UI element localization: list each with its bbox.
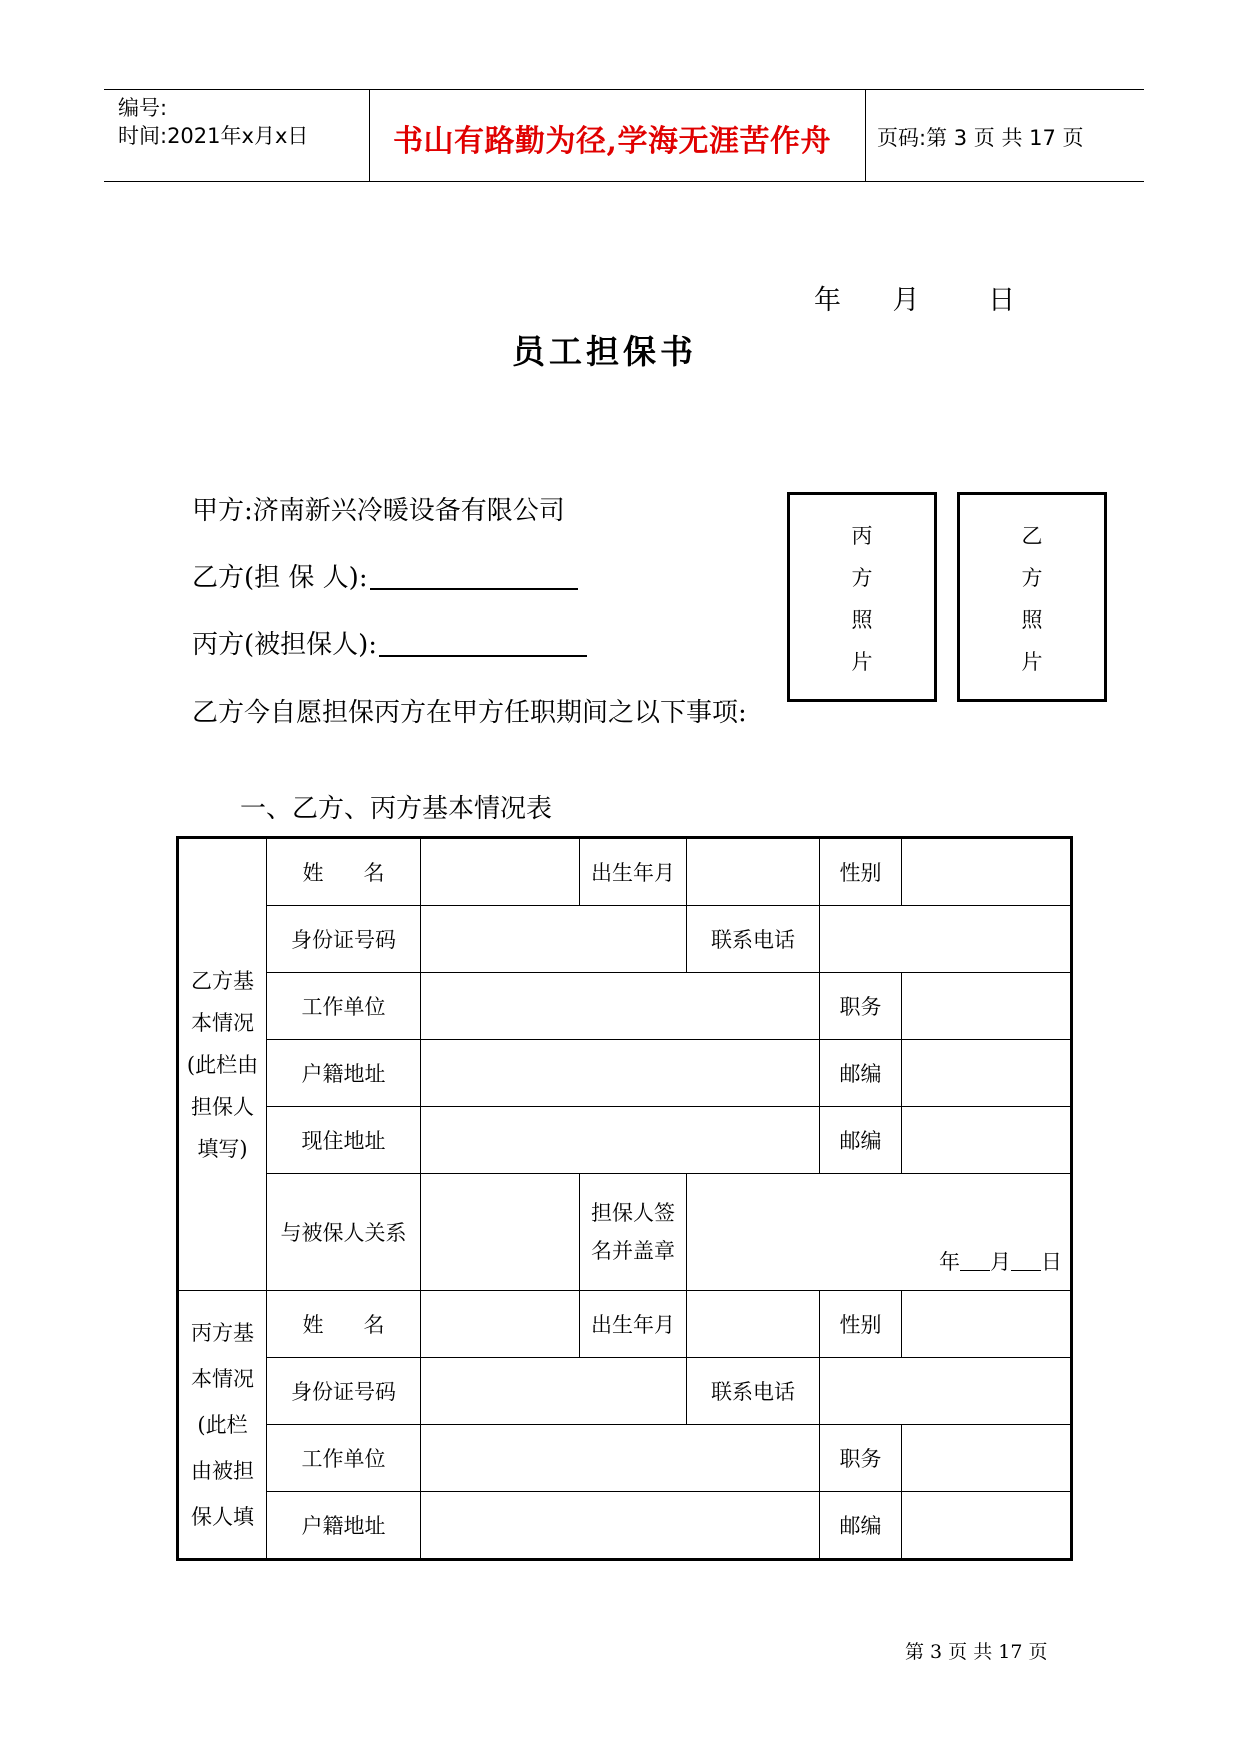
photo-char: 片 — [1021, 650, 1043, 674]
side-line: 填写) — [197, 1136, 248, 1161]
date-line: 年 月 日 — [814, 285, 1016, 316]
photo-char: 照 — [1021, 608, 1043, 632]
header-motto: 书山有路勤为径,学海无涯苦作舟 — [393, 124, 831, 159]
side-line: 丙方基 — [191, 1320, 254, 1345]
signature-field[interactable] — [687, 1174, 1072, 1291]
side-line: 本情况 — [191, 1010, 254, 1035]
party-b-employer-field[interactable] — [421, 973, 820, 1040]
party-b-birth-field[interactable] — [687, 838, 820, 906]
photo-char: 照 — [851, 608, 873, 632]
name-label: 姓 名 — [267, 838, 421, 906]
basic-info-table — [176, 836, 1073, 1561]
party-b-hukou-postcode-field[interactable] — [902, 1040, 1072, 1107]
table-row — [178, 973, 1072, 1040]
postcode-label: 邮编 — [820, 1040, 902, 1107]
party-c-hukou-postcode-field[interactable] — [902, 1492, 1072, 1560]
party-c-birth-field[interactable] — [687, 1291, 820, 1358]
header-right — [865, 90, 1144, 181]
sig-day-blank[interactable] — [1011, 1252, 1041, 1271]
party-c-photo-label — [790, 515, 934, 683]
party-c-label: 丙方(被担保人): — [192, 630, 378, 660]
party-c-id-field[interactable] — [421, 1358, 687, 1425]
party-c-name-field[interactable] — [421, 1291, 580, 1358]
party-b-blank[interactable] — [370, 562, 578, 590]
name-label: 姓 名 — [267, 1291, 421, 1358]
photo-char: 乙 — [1021, 524, 1043, 548]
employer-label: 工作单位 — [267, 973, 421, 1040]
current-address-label: 现住地址 — [267, 1107, 421, 1174]
party-b-name-field[interactable] — [421, 838, 580, 906]
party-c-section-label — [178, 1291, 267, 1560]
section-title: 一、乙方、丙方基本情况表 — [240, 794, 553, 824]
party-b-relation-field[interactable] — [421, 1174, 580, 1291]
table-row — [178, 1291, 1072, 1358]
party-b-current-postcode-field[interactable] — [902, 1107, 1072, 1174]
party-c-phone-field[interactable] — [820, 1358, 1072, 1425]
table-row — [178, 838, 1072, 906]
party-b-id-field[interactable] — [421, 906, 687, 973]
table-row — [178, 906, 1072, 973]
side-line: 保人填 — [191, 1504, 254, 1529]
party-b-current-address-field[interactable] — [421, 1107, 820, 1174]
birth-label: 出生年月 — [580, 838, 687, 906]
position-label: 职务 — [820, 973, 902, 1040]
table-row — [178, 1040, 1072, 1107]
photo-char: 方 — [1021, 566, 1043, 590]
sig-day-label: 日 — [1041, 1250, 1062, 1274]
page-footer: 第 3 页 共 17 页 — [905, 1641, 1048, 1663]
party-c-gender-field[interactable] — [902, 1291, 1072, 1358]
postcode-label: 邮编 — [820, 1492, 902, 1560]
party-a-line: 甲方:济南新兴冷暖设备有限公司 — [192, 496, 565, 526]
employer-label: 工作单位 — [267, 1425, 421, 1492]
position-label: 职务 — [820, 1425, 902, 1492]
party-c-photo-box[interactable] — [787, 492, 937, 702]
table-row — [178, 1107, 1072, 1174]
signature-label-line: 担保人签 — [591, 1201, 675, 1225]
party-b-position-field[interactable] — [902, 973, 1072, 1040]
table-row — [178, 1425, 1072, 1492]
document-title — [0, 326, 1241, 373]
table-row — [178, 1492, 1072, 1560]
party-c-employer-field[interactable] — [421, 1425, 820, 1492]
table-row — [178, 1358, 1072, 1425]
signature-label-line: 名并盖章 — [591, 1239, 675, 1263]
header-page-info: 页码:第 3 页 共 17 页 — [877, 126, 1084, 150]
photo-char: 丙 — [851, 524, 873, 548]
party-b-line — [192, 557, 578, 594]
page-header — [104, 89, 1144, 182]
table-row — [178, 1174, 1072, 1291]
side-line: 本情况 — [191, 1366, 254, 1391]
party-b-photo-label — [960, 515, 1104, 683]
side-line: 担保人 — [191, 1094, 254, 1119]
header-left — [104, 90, 370, 181]
phone-label: 联系电话 — [687, 906, 820, 973]
party-c-position-field[interactable] — [902, 1425, 1072, 1492]
relation-label: 与被保人关系 — [267, 1174, 421, 1291]
document-title-text: 员工担保书 — [512, 332, 697, 371]
sig-month-label: 月 — [990, 1250, 1011, 1274]
gender-label: 性别 — [820, 838, 902, 906]
photo-char: 片 — [851, 650, 873, 674]
sig-month-blank[interactable] — [960, 1252, 990, 1271]
party-b-section-label — [178, 838, 267, 1291]
gender-label: 性别 — [820, 1291, 902, 1358]
side-line: 乙方基 — [191, 968, 254, 993]
header-middle — [369, 90, 866, 181]
id-number-label: 身份证号码 — [267, 906, 421, 973]
phone-label: 联系电话 — [687, 1358, 820, 1425]
party-c-hukou-field[interactable] — [421, 1492, 820, 1560]
statement-line: 乙方今自愿担保丙方在甲方任职期间之以下事项: — [192, 698, 747, 728]
birth-label: 出生年月 — [580, 1291, 687, 1358]
hukou-address-label: 户籍地址 — [267, 1492, 421, 1560]
party-b-phone-field[interactable] — [820, 906, 1072, 973]
hukou-address-label: 户籍地址 — [267, 1040, 421, 1107]
document-number-label: 编号: — [118, 96, 168, 120]
party-c-blank[interactable] — [379, 629, 587, 657]
photo-char: 方 — [851, 566, 873, 590]
postcode-label: 邮编 — [820, 1107, 902, 1174]
party-b-label: 乙方(担 保 人): — [192, 563, 368, 593]
party-c-line — [192, 624, 587, 661]
side-line: 由被担 — [191, 1458, 254, 1483]
signature-label — [580, 1174, 687, 1291]
party-b-hukou-field[interactable] — [421, 1040, 820, 1107]
document-time: 时间:2021年x月x日 — [118, 124, 309, 148]
party-b-gender-field[interactable] — [902, 838, 1072, 906]
id-number-label: 身份证号码 — [267, 1358, 421, 1425]
party-b-photo-box[interactable] — [957, 492, 1107, 702]
side-line: (此栏由 — [186, 1052, 259, 1077]
sig-year-label: 年 — [939, 1250, 960, 1274]
side-line: (此栏 — [197, 1412, 248, 1437]
